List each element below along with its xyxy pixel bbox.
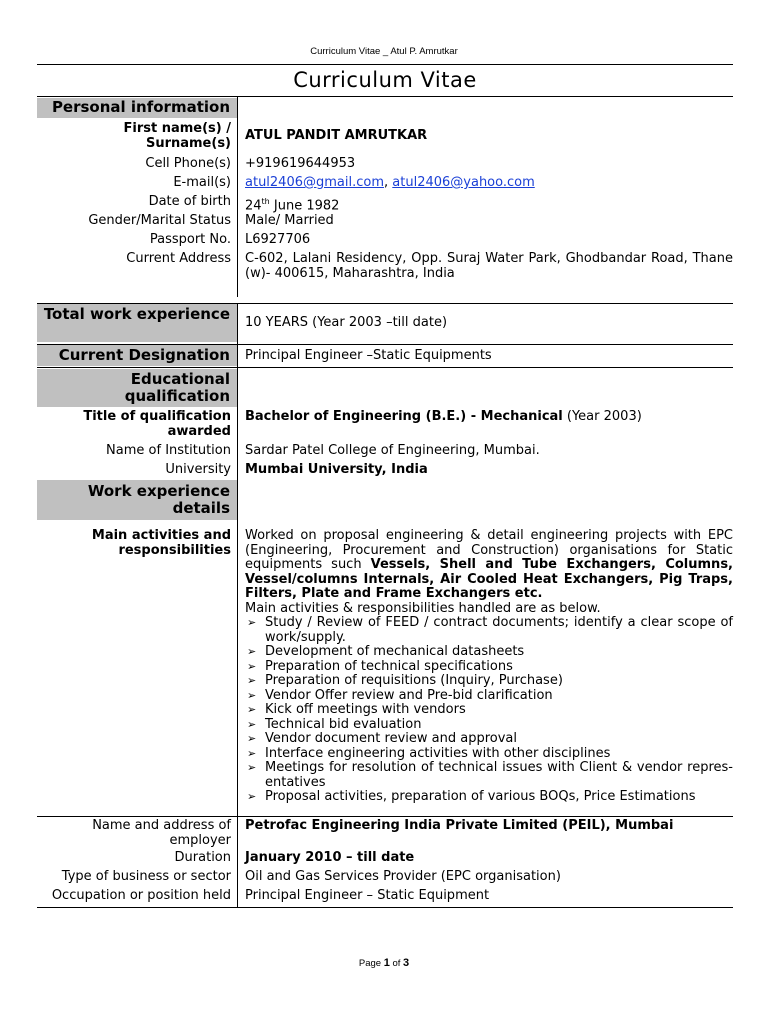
responsibility-item (245, 718, 733, 733)
qualification-year: (Year 2003) (562, 409, 642, 424)
activities-block (245, 529, 733, 805)
email-value (245, 176, 733, 191)
university-label: University (165, 462, 231, 477)
institution-value: Sardar Patel College of Engineering, Mumbai. (245, 443, 540, 458)
top-rule (37, 64, 733, 65)
column-divider-1 (237, 97, 238, 297)
qualification-label: Title of qualification awarded (83, 409, 231, 439)
rule-before-employer (37, 816, 733, 817)
title-rule (37, 96, 733, 97)
responsibility-item (245, 689, 733, 704)
document-title: Curriculum Vitae (293, 68, 477, 92)
responsibility-item (245, 645, 733, 660)
email-link-yahoo[interactable]: atul2406@yahoo.com (392, 175, 535, 190)
arrow-bullet-icon: ➢ (247, 688, 257, 702)
running-header: Curriculum Vitae _ Atul P. Amrutkar (310, 46, 458, 57)
full-name: ATUL PANDIT AMRUTKAR (245, 128, 428, 143)
responsibility-item (245, 732, 733, 747)
responsibility-text: Kick off meetings with vendors (265, 702, 466, 717)
arrow-bullet-icon: ➢ (247, 717, 257, 731)
duration-label: Duration (174, 850, 231, 865)
duration-value: January 2010 – till date (245, 850, 415, 865)
dob-label: Date of birth (148, 194, 231, 209)
name-label: First name(s) / Surname(s) (123, 121, 231, 151)
arrow-bullet-icon: ➢ (247, 703, 257, 716)
section-personal-information: Personal information (37, 98, 237, 118)
email-link-gmail[interactable]: atul2406@gmail.com (245, 175, 385, 190)
phone-label: Cell Phone(s) (145, 156, 231, 171)
activities-heading: Main activities & responsibilities handled are as below. (245, 600, 601, 616)
column-divider-3 (237, 816, 238, 907)
responsibility-text: Study / Review of FEED / contract documents; identify a clear scope of work/supply. (265, 615, 733, 645)
responsibilities-list (245, 616, 733, 805)
passport-label: Passport No. (149, 232, 231, 247)
gender-label: Gender/Marital Status (88, 213, 231, 228)
position-value: Principal Engineer – Static Equipment (245, 888, 490, 903)
equipment-list: Vessels, Shell and Tube Exchangers, Columns, Vessel/columns Internals, Air Cooled Heat Exchangers, Pig Traps, Filters, Plate and Frame Exchangers etc. (245, 557, 733, 601)
arrow-bullet-icon: ➢ (247, 732, 257, 745)
dob-suffix: th (261, 197, 270, 206)
passport-value: L6927706 (245, 232, 311, 247)
total-experience-value: 10 YEARS (Year 2003 –till date) (245, 315, 448, 330)
arrow-bullet-icon: ➢ (247, 761, 257, 774)
arrow-bullet-icon: ➢ (247, 746, 257, 760)
responsibility-text: Interface engineering activities with other disciplines (265, 745, 611, 761)
responsibility-item (245, 747, 733, 762)
responsibility-text: Meetings for resolution of technical issues with Client & vendor repres-entatives (265, 760, 733, 790)
responsibility-text: Technical bid evaluation (265, 716, 422, 732)
responsibility-text: Proposal activities, preparation of various BOQs, Price Estimations (265, 789, 696, 804)
section-current-designation: Current Designation (37, 345, 237, 366)
dob-month-year: June 1982 (269, 198, 340, 214)
arrow-bullet-icon: ➢ (247, 659, 257, 673)
section-total-experience: Total work experience (37, 304, 237, 342)
employer-label: Name and address of employer (92, 818, 231, 848)
arrow-bullet-icon: ➢ (247, 674, 257, 687)
column-divider-2 (237, 303, 238, 816)
rule-after-position (37, 907, 733, 908)
responsibility-text: Development of mechanical datasheets (265, 644, 525, 659)
email-label: E-mail(s) (173, 175, 231, 190)
gender-value: Male/ Married (245, 213, 334, 228)
arrow-bullet-icon: ➢ (247, 616, 257, 629)
responsibility-item (245, 674, 733, 689)
phone-value: +919619644953 (245, 156, 356, 171)
arrow-bullet-icon: ➢ (247, 790, 257, 803)
responsibility-text: Preparation of requisitions (Inquiry, Purchase) (265, 673, 563, 688)
responsibility-text: Vendor document review and approval (265, 731, 517, 746)
email-separator: , (384, 175, 393, 190)
page-footer (0, 957, 768, 969)
page-of: of (389, 958, 404, 969)
address-value: C-602, Lalani Residency, Opp. Suraj Water Park, Ghodbandar Road, Thane (w)- 400615, Maharashtra, India (245, 251, 733, 281)
responsibility-item (245, 703, 733, 718)
activities-label: Main activities and responsibilities (91, 528, 231, 558)
business-label: Type of business or sector (61, 869, 231, 884)
page-prefix: Page (358, 958, 384, 969)
rule-after-designation (37, 367, 733, 368)
business-value: Oil and Gas Services Provider (EPC organisation) (245, 869, 561, 884)
responsibility-item (245, 761, 733, 790)
section-educational-qualification: Educational qualification (37, 369, 237, 407)
activities-intro (245, 529, 733, 602)
position-label: Occupation or position held (51, 888, 231, 903)
university-value: Mumbai University, India (245, 462, 428, 477)
dob-day: 24 (245, 198, 262, 214)
qualification-degree: Bachelor of Engineering (B.E.) - Mechanical (245, 409, 563, 424)
responsibility-text: Preparation of technical specifications (265, 658, 513, 674)
responsibility-text: Vendor Offer review and Pre-bid clarification (265, 687, 553, 703)
institution-label: Name of Institution (106, 443, 231, 458)
arrow-bullet-icon: ➢ (247, 645, 257, 658)
page-number: 1 (383, 957, 390, 969)
current-designation-value: Principal Engineer –Static Equipments (245, 348, 492, 363)
responsibility-item (245, 790, 733, 805)
page-total: 3 (403, 957, 410, 969)
responsibility-item (245, 616, 733, 645)
dob-value (245, 195, 733, 214)
section-work-experience: Work experience details (37, 480, 237, 520)
responsibility-item (245, 660, 733, 675)
activities-intro-text: Worked on proposal engineering & detail engineering projects with EPC (Engineering, Procurement and Construction) organisations for Static equipments such (245, 528, 733, 572)
address-label: Current Address (126, 251, 231, 266)
employer-value: Petrofac Engineering India Private Limited (PEIL), Mumbai (245, 818, 674, 833)
qualification-value (245, 410, 733, 425)
